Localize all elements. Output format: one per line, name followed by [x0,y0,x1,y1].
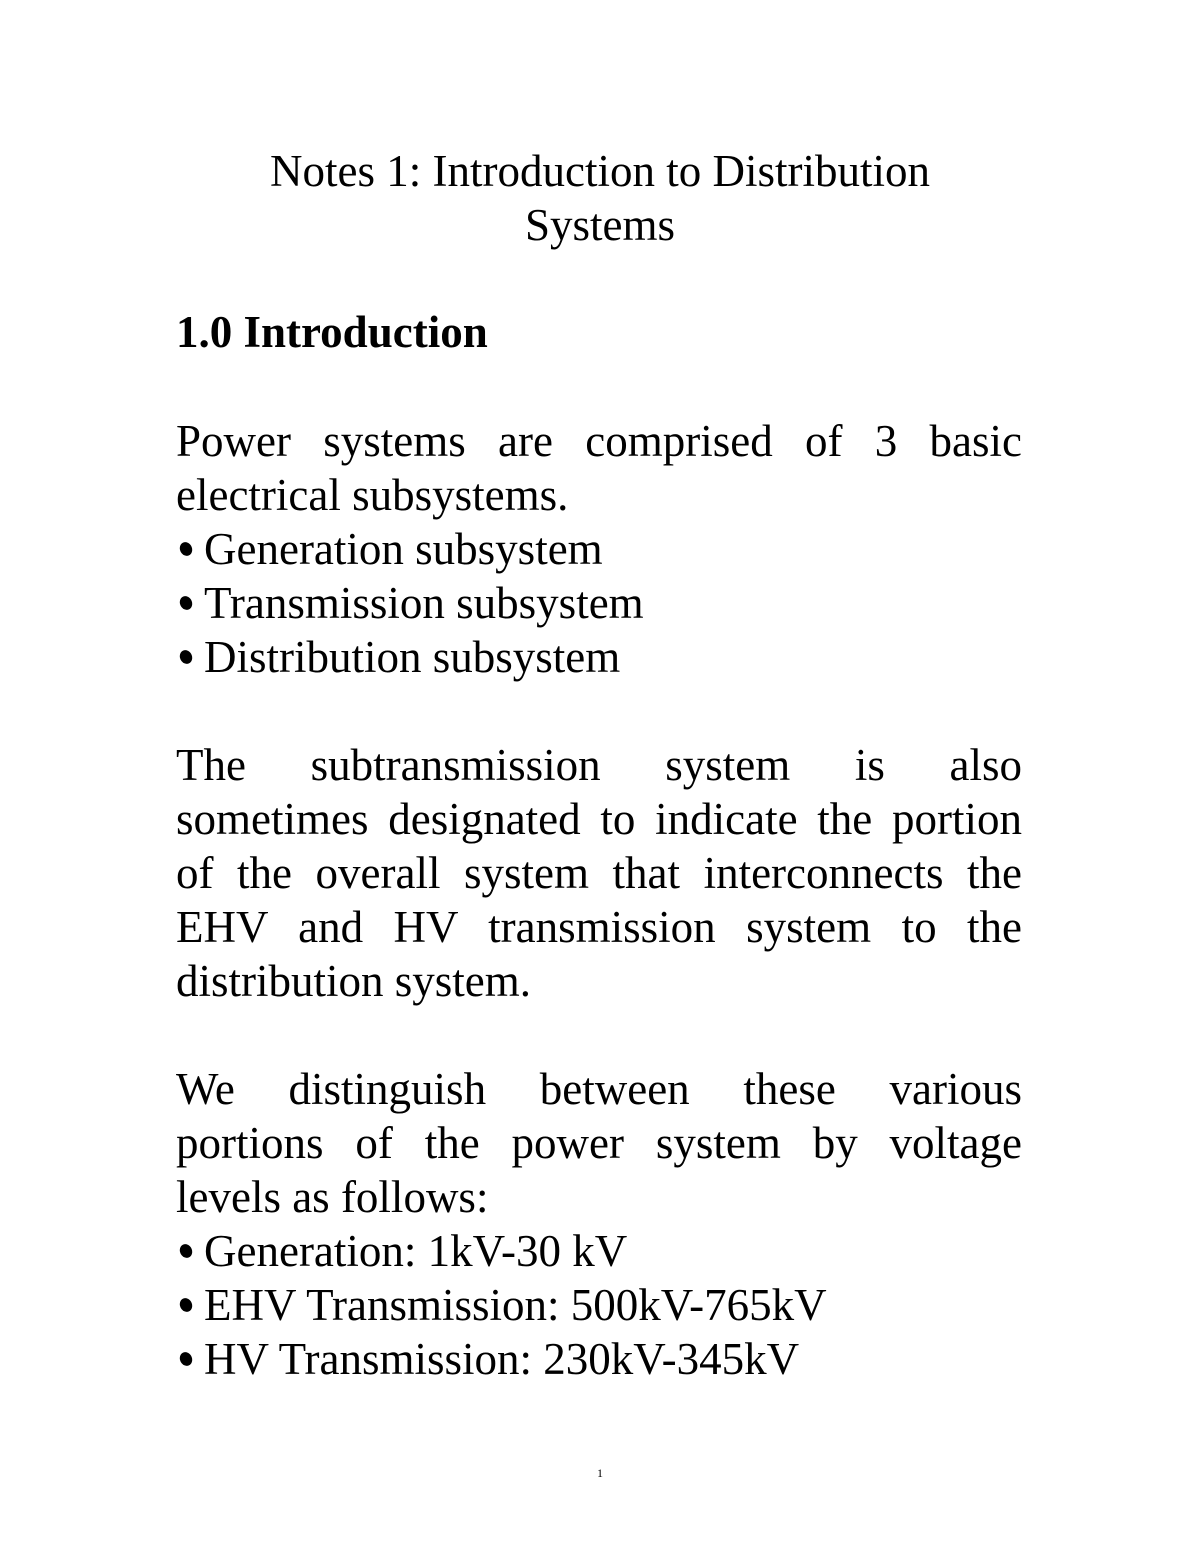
bullet-icon [178,594,195,612]
list-item-text: Distribution subsystem [204,632,621,682]
paragraph-line: The subtransmission system is also [176,740,1022,790]
paragraph-line: electrical subsystems. [176,470,569,520]
document-title-line-1: Notes 1: Introduction to Distribution [270,146,930,196]
paragraph-line: portions of the power system by voltage [176,1118,1022,1168]
paragraph-line: of the overall system that interconnects the [176,848,1022,898]
document-title-line-2: Systems [524,200,676,250]
paragraph-subtransmission [176,738,1022,1008]
list-item-text: EHV Transmission: 500kV-765kV [204,1280,827,1330]
paragraph-line: We distinguish between these various [176,1064,1022,1114]
list-item [176,522,1022,576]
paragraph-line: Power systems are comprised of 3 basic [176,416,1022,466]
list-item [176,1224,1022,1278]
bullet-icon [178,1242,195,1260]
paragraph-line: sometimes designated to indicate the portion [176,794,1022,844]
list-item [176,576,1022,630]
paragraph-power-systems [176,414,1022,522]
bullet-icon [178,1350,195,1368]
bullet-icon [178,648,195,666]
list-item [176,1278,1022,1332]
bullet-icon [178,540,195,558]
subsystem-list [176,522,1022,684]
list-item-text: Generation: 1kV-30 kV [204,1226,628,1276]
page-number: 1 [597,1466,603,1480]
list-item [176,630,1022,684]
list-item-text: HV Transmission: 230kV-345kV [204,1334,800,1384]
paragraph-line: distribution system. [176,956,532,1006]
list-item-text: Transmission subsystem [204,578,644,628]
list-item [176,1332,1022,1386]
list-item-text: Generation subsystem [204,524,603,574]
section-heading: 1.0 Introduction [176,307,488,357]
paragraph-line: levels as follows: [176,1172,489,1222]
paragraph-voltage-levels [176,1062,1022,1224]
bullet-icon [178,1296,195,1314]
paragraph-line: EHV and HV transmission system to the [176,902,1022,952]
voltage-level-list [176,1224,1022,1386]
